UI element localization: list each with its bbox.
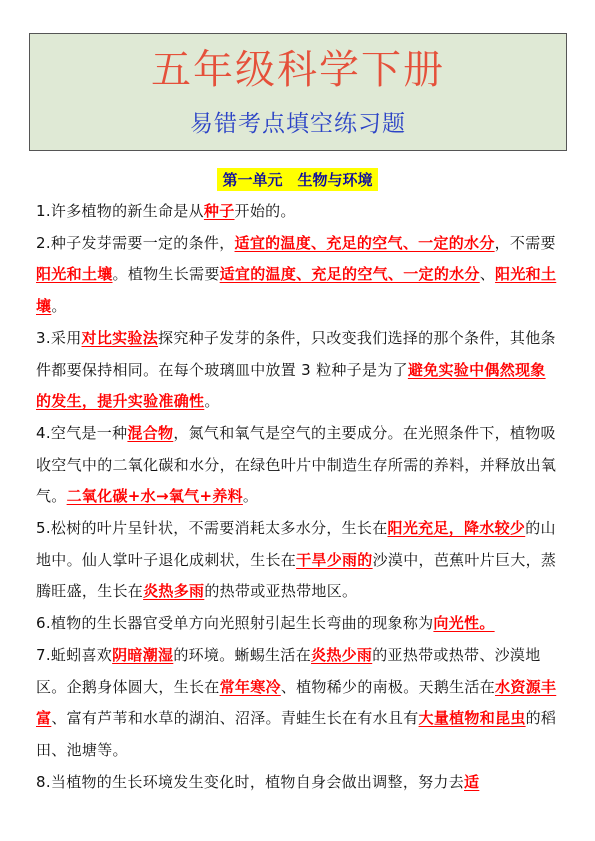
question-text: 的山地中。仙人掌叶子退化成刺状，生长在: [36, 519, 556, 569]
answer-text: 阳光和土壤: [36, 265, 557, 316]
question-text: 、: [479, 265, 496, 284]
question-text: 的稻田、池塘等。: [36, 709, 557, 759]
page-subtitle: 易错考点填空练习题: [190, 111, 406, 137]
question-text: 3.采用: [36, 328, 82, 347]
question-item: [36, 323, 560, 418]
question-item: [36, 418, 560, 513]
question-item: [36, 513, 560, 608]
answer-text: 大量植物和昆虫: [418, 709, 526, 728]
answer-text: 适宜的温度、充足的空气、一定的水分: [219, 265, 480, 284]
question-text: 1.许多植物的新生命是从: [36, 202, 204, 220]
answer-text: 适宜的温度、充足的空气、一定的水分: [234, 233, 495, 252]
answer-text: 避免实验中偶然现象的发生，提升实验准确性: [36, 360, 546, 411]
question-item: [36, 608, 560, 640]
question-text: 6.植物的生长器官受单方向光照射引起生长弯曲的现象称为: [36, 614, 434, 633]
answer-text: 二氧化碳+水→氧气+养料: [66, 487, 243, 506]
question-item: [36, 228, 560, 323]
answer-text: 向光性。: [433, 614, 495, 633]
question-item: [36, 196, 560, 228]
answer-text: 阳光充足，降水较少: [387, 519, 526, 538]
answer-text: 炎热多雨: [143, 582, 205, 601]
question-text: 。: [242, 487, 259, 506]
question-text: 8.当植物的生长环境发生变化时，植物自身会做出调整，努力去: [36, 772, 465, 791]
answer-text: 种子: [203, 202, 235, 220]
answer-text: 对比实验法: [81, 328, 159, 347]
question-text: 7.蚯蚓喜欢: [36, 645, 113, 664]
answer-text: 常年寒冷: [219, 677, 281, 696]
question-text: 开始的。: [234, 202, 296, 220]
question-text: 的环境。蜥蜴生活在: [173, 645, 312, 664]
unit-heading: 第一单元 生物与环境: [217, 168, 377, 191]
question-text: 5.松树的叶片呈针状，不需要消耗太多水分，生长在: [36, 519, 388, 538]
page-title: 五年级科学下册: [151, 47, 445, 93]
answer-text: 混合物: [127, 423, 174, 442]
question-item: [36, 767, 560, 799]
question-text: 的热带或亚热带地区。: [204, 582, 358, 601]
title-banner: [29, 33, 567, 151]
question-text: 。: [204, 392, 220, 411]
question-text: 。: [51, 297, 67, 316]
answer-text: 阳光和土壤: [36, 265, 113, 284]
question-text: ，氮气和氧气是空气的主要成分。在光照条件下，植物吸收空气中的二氧化碳和水分，在绿色叶片中制造生存所需的养料，并释放出氧气。: [36, 423, 557, 506]
question-text: 。植物生长需要: [112, 265, 220, 284]
question-text: 沙漠中，芭蕉叶片巨大，蒸腾旺盛，生长在: [36, 550, 557, 601]
question-text: 、植物稀少的南极。天鹅生活在: [280, 677, 496, 696]
answer-text: 适: [464, 772, 480, 791]
question-text: 4.空气是一种: [36, 423, 128, 442]
question-text: 的亚热带或热带、沙漠地区。企鹅身体圆大，生长在: [36, 645, 541, 696]
question-text: ，不需要: [494, 233, 556, 252]
question-list: [36, 196, 560, 798]
unit-heading-row: [0, 168, 595, 191]
question-text: 、富有芦苇和水草的湖泊、沼泽。青蛙生长在有水且有: [51, 709, 419, 728]
answer-text: 阴暗潮湿: [112, 645, 174, 664]
answer-text: 水资源丰富: [36, 677, 557, 728]
question-text: 2.种子发芽需要一定的条件，: [36, 233, 235, 252]
question-text: 探究种子发芽的条件，只改变我们选择的那个条件，其他条件都要保持相同。在每个玻璃皿中放置 3 粒种子是为了: [36, 328, 556, 379]
answer-text: 干旱少雨的: [296, 550, 373, 569]
question-item: [36, 640, 560, 767]
answer-text: 炎热少雨: [311, 645, 373, 664]
